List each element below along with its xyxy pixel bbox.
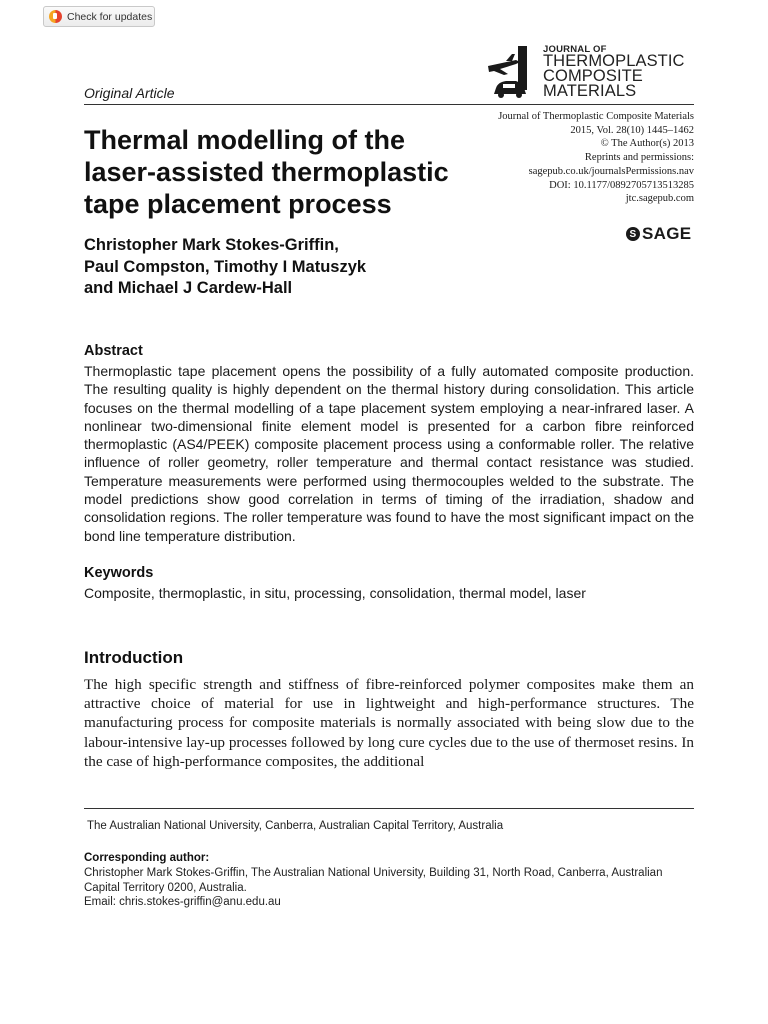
- journal-logo-line-0: JOURNAL OF: [543, 44, 607, 55]
- author-line: Christopher Mark Stokes-Griffin,: [84, 236, 339, 254]
- journal-logo: [486, 44, 696, 102]
- check-for-updates-label: Check for updates: [67, 10, 153, 23]
- journal-logo-icon: [486, 44, 542, 102]
- introduction-heading: Introduction: [84, 648, 184, 667]
- reprints-label: Reprints and permissions:: [584, 152, 694, 164]
- copyright: © The Author(s) 2013: [600, 138, 694, 150]
- keywords-text: Composite, thermoplastic, in situ, processing, consolidation, thermal model, laser: [84, 585, 586, 601]
- sage-icon: S: [626, 227, 640, 241]
- doi[interactable]: DOI: 10.1177/0892705713513285: [549, 179, 694, 191]
- volume-info: 2015, Vol. 28(10) 1445–1462: [570, 124, 694, 136]
- update-icon: [49, 10, 62, 23]
- journal-site-link[interactable]: jtc.sagepub.com: [625, 193, 694, 205]
- header-divider: [84, 104, 694, 105]
- journal-logo-line-2: COMPOSITE: [543, 67, 643, 85]
- footnote-divider: [84, 808, 694, 809]
- abstract-text: Thermoplastic tape placement opens the possibility of a fully automated composite production. The resulting quality is highly dependent on the thermal history during consolidation. This article focuses on the thermal modelling of a tape placement system employing a near-infrared laser. A nonlinear two-dimensional finite element model is presented for a carbon fibre reinforced thermoplastic (AS4/PEEK) composite placement process using a conformable roller. The relative influence of roller geometry, roller temperature and thermal contact resistance was studied. Temperature measurements were performed using thermocouples welded to the substrate. The model predictions show good correlation in terms of timing of the irradiation, shadow and consolidation regions. The roller temperature was found to have the most significant impact on the bond line temperature distribution.: [84, 363, 694, 544]
- abstract-heading: Abstract: [84, 343, 143, 359]
- title-line: tape placement process: [84, 189, 392, 219]
- keywords-heading: Keywords: [84, 565, 154, 581]
- corresponding-author-heading: Corresponding author:: [84, 852, 210, 864]
- title-line: Thermal modelling of the: [84, 125, 406, 155]
- reprints-link[interactable]: sagepub.co.uk/journalsPermissions.nav: [528, 165, 694, 177]
- publication-meta: [474, 110, 694, 206]
- corresponding-author-address: Christopher Mark Stokes-Griffin, The Australian National University, Building 31, North Road, Canberra, Australian Capital Territory 0200, Australia.: [84, 867, 663, 894]
- author-list: [84, 235, 504, 300]
- publisher-logo: [626, 224, 691, 244]
- publisher-name: SAGE: [642, 224, 692, 243]
- journal-name: Journal of Thermoplastic Composite Materials: [498, 111, 694, 122]
- author-line: Paul Compston, Timothy I Matuszyk: [84, 257, 367, 276]
- corresponding-author-email[interactable]: Email: chris.stokes-griffin@anu.edu.au: [84, 896, 281, 908]
- title-line: laser-assisted thermoplastic: [84, 157, 449, 187]
- paper-title: [84, 124, 504, 220]
- article-type: Original Article: [84, 85, 175, 101]
- author-line: and Michael J Cardew-Hall: [84, 279, 293, 297]
- introduction-text: The high specific strength and stiffness of fibre-reinforced polymer composites make them an attractive choice of material for use in lightweight and high-performance structures. The manufacturing process for composite materials is normally associated with being slow due to the labour-intensive lay-up processes followed by long cure cycles due to the use of thermoset resins. In the case of high-performance composites, the additional: [84, 676, 694, 770]
- affiliation: The Australian National University, Canberra, Australian Capital Territory, Australia: [87, 820, 504, 832]
- check-for-updates-button[interactable]: [43, 6, 155, 27]
- journal-logo-line-1: THERMOPLASTIC: [543, 52, 685, 70]
- journal-logo-line-3: MATERIALS: [543, 82, 637, 100]
